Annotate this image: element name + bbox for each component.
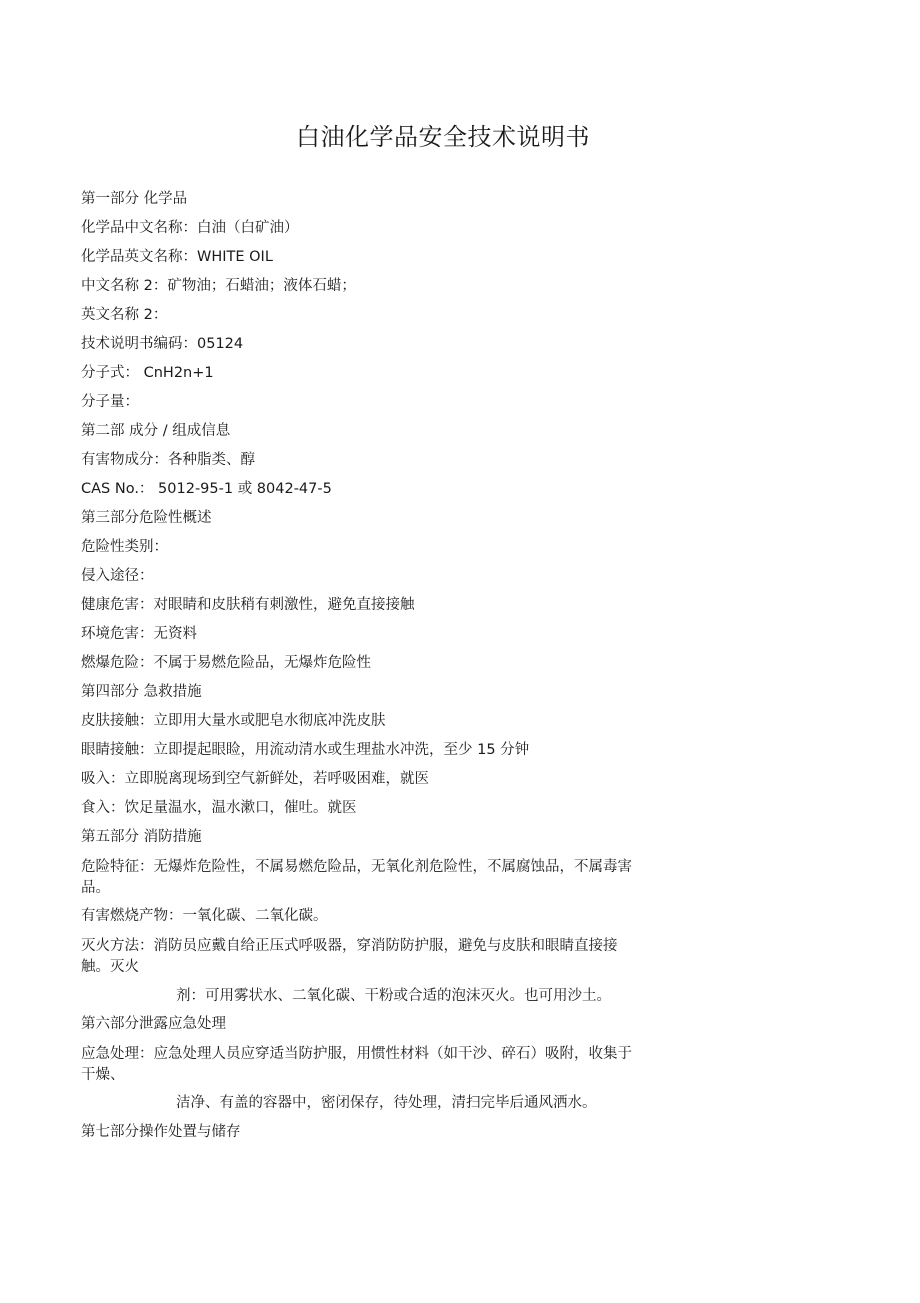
document-title: 白油化学品安全技术说明书: [296, 123, 590, 151]
emergency-handling-paragraph: 应急处理：应急处理人员应穿适当防护服，用惯性材料（如干沙、碎石）吸附，收集于干燥、: [81, 1046, 632, 1083]
section-heading-1: 第一部分 化学品: [81, 191, 188, 207]
molecular-formula-line: 分子式： CnH2n+1: [81, 365, 214, 381]
cas-number-line: CAS No.： 5012-95-1 或 8042-47-5: [81, 481, 332, 497]
section-heading-2: 第二部 成分 / 组成信息: [81, 423, 231, 439]
chinese-name-2-line: 中文名称 2：矿物油；石蜡油；液体石蜡；: [81, 278, 356, 294]
hazard-category-line: 危险性类别：: [81, 539, 168, 555]
molecular-weight-line: 分子量：: [81, 394, 139, 410]
section-heading-5: 第五部分 消防措施: [81, 829, 202, 845]
section-heading-7: 第七部分操作处置与储存: [81, 1124, 241, 1140]
emergency-handling-continuation: 洁净、有盖的容器中，密闭保存，待处理，清扫完毕后通风洒水。: [176, 1095, 597, 1111]
english-name-line: 化学品英文名称：WHITE OIL: [81, 249, 273, 265]
eye-contact-line: 眼睛接触：立即提起眼睑，用流动清水或生理盐水冲洗，至少 15 分钟: [81, 742, 530, 758]
environmental-hazard-line: 环境危害：无资料: [81, 626, 197, 642]
exposure-route-line: 侵入途径：: [81, 568, 154, 584]
skin-contact-line: 皮肤接触：立即用大量水或肥皂水彻底冲洗皮肤: [81, 713, 386, 729]
document-body: [81, 185, 646, 1147]
explosion-hazard-line: 燃爆危险：不属于易燃危险品，无爆炸危险性: [81, 655, 371, 671]
combustion-products-line: 有害燃烧产物：一氧化碳、二氧化碳。: [81, 908, 328, 924]
section-heading-4: 第四部分 急救措施: [81, 684, 202, 700]
spec-code-line: 技术说明书编码：05124: [81, 336, 244, 352]
health-hazard-line: 健康危害：对眼睛和皮肤稍有刺激性，避免直接接触: [81, 597, 415, 613]
inhalation-line: 吸入：立即脱离现场到空气新鲜处，若呼吸困难，就医: [81, 771, 429, 787]
section-heading-6: 第六部分泄露应急处理: [81, 1016, 226, 1032]
chinese-name-line: 化学品中文名称：白油（白矿油）: [81, 220, 299, 236]
hazardous-components-line: 有害物成分：各种脂类、醇: [81, 452, 255, 468]
english-name-2-line: 英文名称 2：: [81, 307, 168, 323]
hazard-characteristics-paragraph: 危险特征：无爆炸危险性，不属易燃危险品，无氧化剂危险性，不属腐蚀品，不属毒害品。: [81, 859, 632, 896]
extinguishing-method-paragraph: 灭火方法：消防员应戴自给正压式呼吸器，穿消防防护服，避免与皮肤和眼睛直接接触。灭火: [81, 938, 618, 975]
ingestion-line: 食入：饮足量温水，温水漱口，催吐。就医: [81, 800, 357, 816]
extinguishing-agent-paragraph: 剂：可用雾状水、二氧化碳、干粉或合适的泡沫灭火。也可用沙土。: [176, 988, 611, 1004]
section-heading-3: 第三部分危险性概述: [81, 510, 212, 526]
